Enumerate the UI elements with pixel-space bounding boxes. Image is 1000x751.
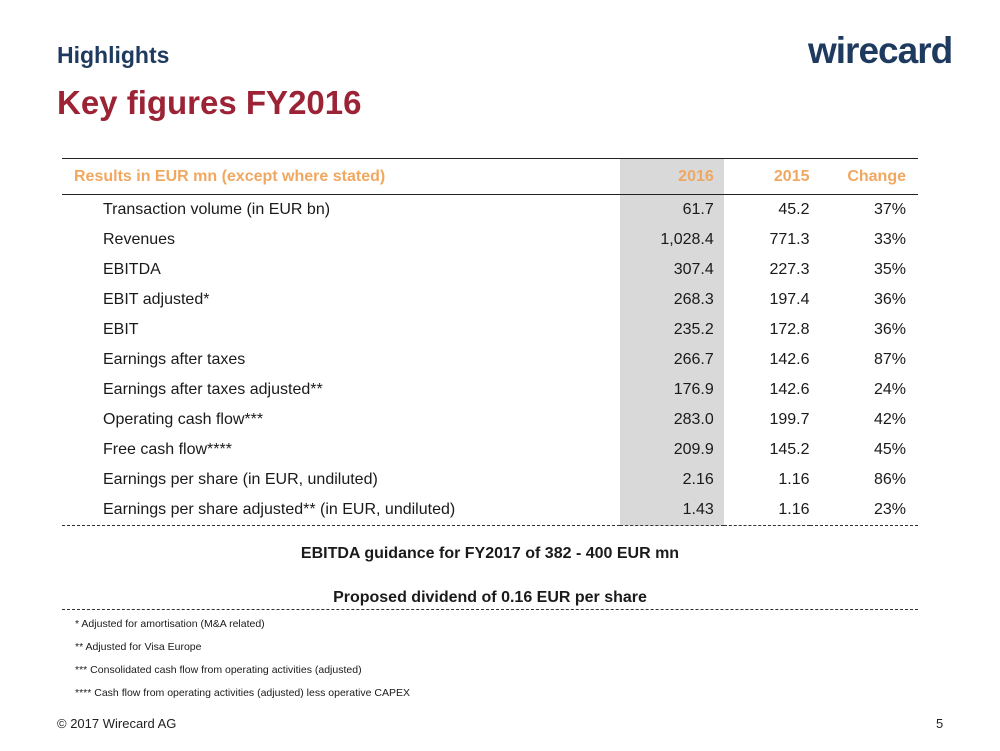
column-header-2016: 2016 (620, 159, 724, 195)
row-label: Operating cash flow*** (103, 411, 264, 428)
key-figures-table (62, 158, 918, 526)
value-2016: 1.43 (620, 495, 724, 526)
section-title: Highlights (57, 42, 170, 68)
footnote: **** Cash flow from operating activities (adjusted) less operative CAPEX (75, 687, 410, 699)
value-2016: 307.4 (620, 255, 724, 285)
value-2015: 771.3 (769, 231, 810, 248)
table-row (62, 225, 918, 255)
row-label: Earnings after taxes adjusted** (103, 381, 323, 398)
table-row (62, 465, 918, 495)
value-change: 45% (873, 441, 906, 458)
row-label: Earnings per share adjusted** (in EUR, undiluted) (62, 495, 620, 526)
value-2015: 1.16 (724, 495, 810, 526)
column-header-metric: Results in EUR mn (except where stated) (62, 159, 620, 195)
value-2015: 227.3 (769, 261, 810, 278)
value-2016: 61.7 (620, 195, 724, 226)
row-label: Earnings after taxes (103, 351, 246, 368)
row-label: Earnings per share (in EUR, undiluted) (103, 471, 378, 488)
value-2016: 283.0 (620, 405, 724, 435)
table-header-row (62, 159, 918, 195)
row-label: EBIT adjusted* (103, 291, 210, 308)
value-2015: 142.6 (769, 351, 810, 368)
value-2015: 45.2 (778, 201, 810, 218)
ebitda-guidance: EBITDA guidance for FY2017 of 382 - 400 EUR mn (300, 545, 680, 562)
value-2015: 142.6 (769, 381, 810, 398)
row-label: EBITDA (103, 261, 161, 278)
value-2015: 199.7 (769, 411, 810, 428)
table-row (62, 405, 918, 435)
copyright: © 2017 Wirecard AG (57, 716, 177, 731)
footnote: *** Consolidated cash flow from operating activities (adjusted) (75, 664, 362, 676)
value-2016: 235.2 (620, 315, 724, 345)
dividend-proposal: Proposed dividend of 0.16 EUR per share (333, 589, 647, 606)
wirecard-logo: wirecard (808, 30, 953, 71)
row-label: Transaction volume (in EUR bn) (103, 201, 331, 218)
value-2016: 209.9 (620, 435, 724, 465)
value-change: 87% (873, 351, 906, 368)
value-2016: 266.7 (620, 345, 724, 375)
value-2016: 268.3 (620, 285, 724, 315)
table-row (62, 435, 918, 465)
value-2015: 197.4 (769, 291, 810, 308)
table-row (62, 375, 918, 405)
value-2015: 172.8 (769, 321, 810, 338)
footnote-divider (62, 609, 918, 610)
value-change: 36% (873, 291, 906, 308)
page-number: 5 (936, 716, 944, 731)
footnotes (75, 618, 410, 710)
footnote: ** Adjusted for Visa Europe (75, 641, 202, 653)
table-row (62, 495, 918, 526)
table-row (62, 315, 918, 345)
value-change: 37% (873, 201, 906, 218)
table-row (62, 255, 918, 285)
value-change: 86% (873, 471, 906, 488)
value-2015: 145.2 (769, 441, 810, 458)
value-change: 24% (873, 381, 906, 398)
footnote: * Adjusted for amortisation (M&A related) (75, 618, 265, 630)
value-2016: 1,028.4 (620, 225, 724, 255)
value-2016: 176.9 (620, 375, 724, 405)
row-label: Free cash flow**** (103, 441, 232, 458)
value-change: 23% (810, 495, 919, 526)
column-header-2015: 2015 (724, 159, 810, 195)
row-label: Revenues (103, 231, 176, 248)
value-change: 35% (873, 261, 906, 278)
value-change: 36% (873, 321, 906, 338)
page-title: Key figures FY2016 (57, 84, 362, 121)
column-header-change: Change (810, 159, 919, 195)
value-change: 42% (873, 411, 906, 428)
value-2015: 1.16 (778, 471, 810, 488)
table-row (62, 285, 918, 315)
value-change: 33% (873, 231, 906, 248)
table-row (62, 345, 918, 375)
row-label: EBIT (103, 321, 139, 338)
value-2016: 2.16 (620, 465, 724, 495)
table-row (62, 195, 918, 226)
